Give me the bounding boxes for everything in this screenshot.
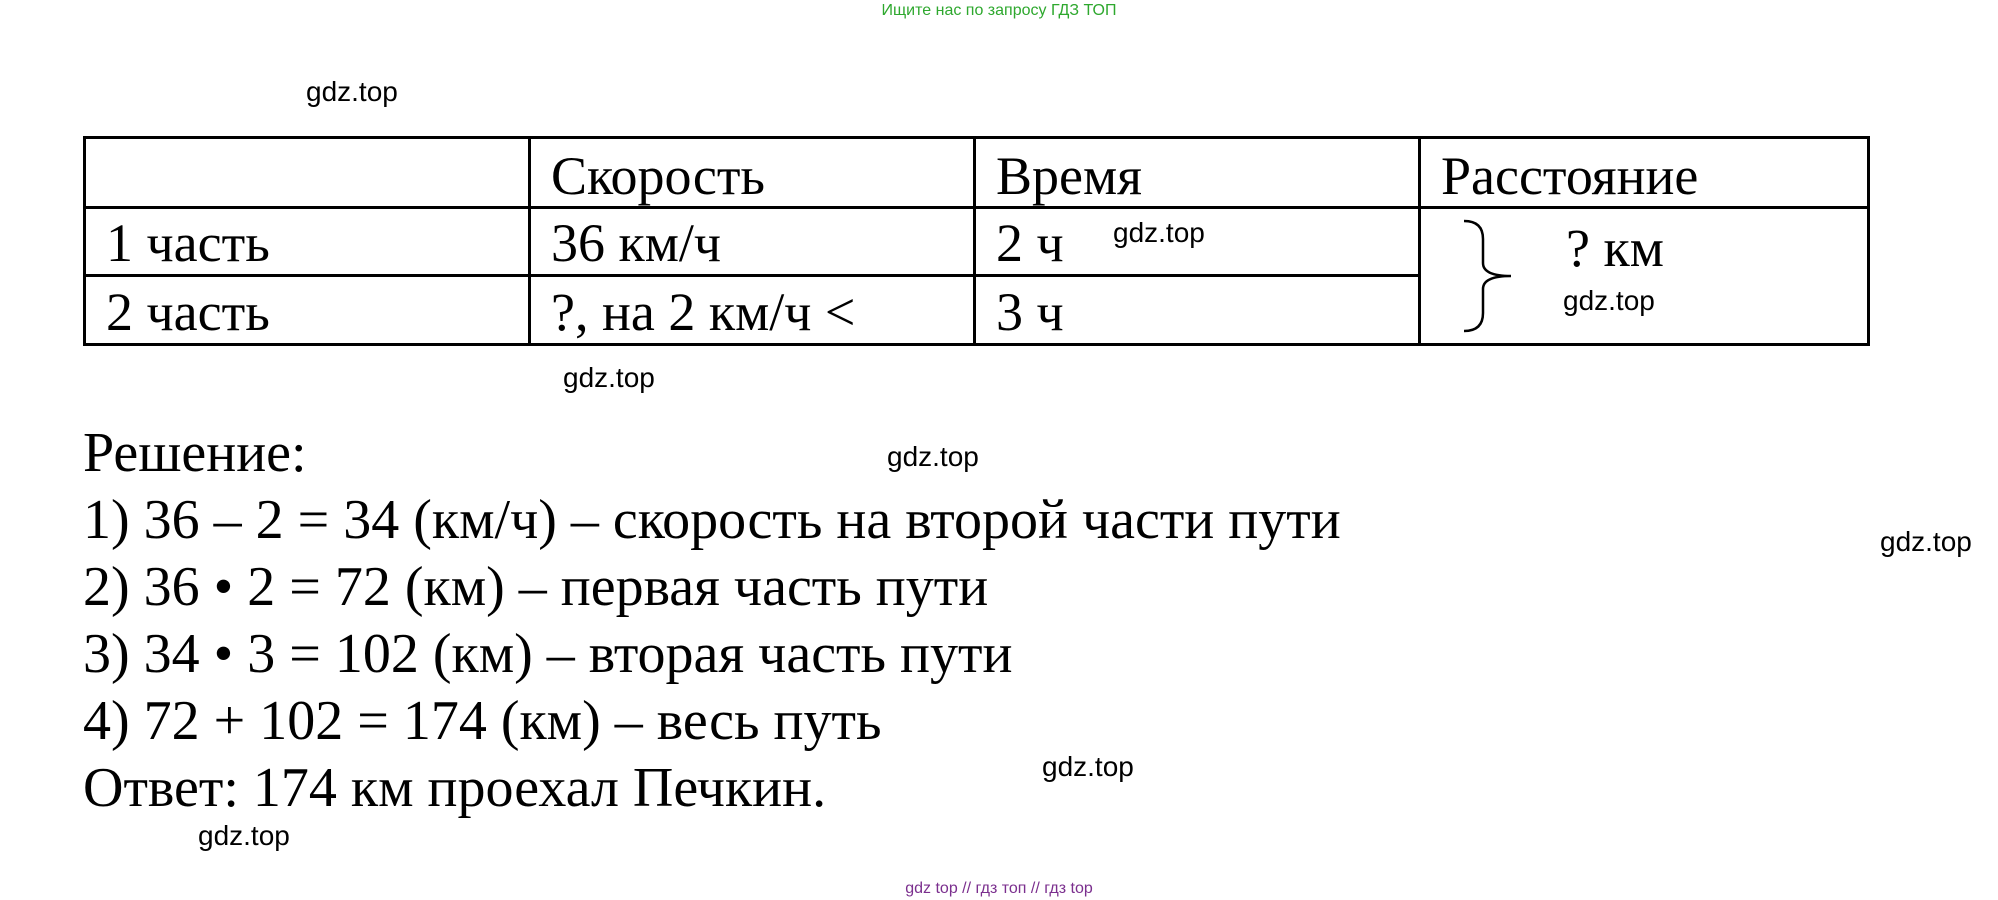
footer-separator: // [962, 880, 972, 897]
row-label: 1 часть [85, 207, 530, 276]
solution-heading: Решение: [83, 422, 307, 484]
row-time: 3 ч [975, 276, 1420, 345]
row-speed: 36 км/ч [530, 207, 975, 276]
row-label: 2 часть [85, 276, 530, 345]
distance-cell [1420, 207, 1869, 344]
solution-step: 3) 34 • 3 = 102 (км) – вторая часть пути [83, 623, 1013, 685]
solution-step: 1) 36 – 2 = 34 (км/ч) – скорость на второй части пути [83, 489, 1341, 551]
header-cell-empty [85, 138, 530, 208]
table-header-row [85, 138, 1869, 208]
watermark: gdz.top [306, 76, 398, 107]
footer-link[interactable]: gdz top [905, 880, 958, 897]
footer-links [0, 880, 1998, 898]
top-banner: Ищите нас по запросу ГДЗ ТОП [881, 2, 1117, 19]
watermark: gdz.top [198, 820, 290, 851]
curly-brace [1461, 217, 1521, 335]
watermark: gdz.top [563, 362, 655, 393]
table-row [85, 207, 1869, 276]
header-distance: Расстояние [1420, 138, 1869, 208]
task-table [83, 136, 1870, 346]
row-time: 2 ч [975, 207, 1420, 276]
watermark: gdz.top [1042, 751, 1134, 782]
distance-value: ? км [1566, 217, 1664, 278]
footer-link[interactable]: гдз топ [975, 880, 1027, 897]
footer-link[interactable]: гдз top [1044, 880, 1093, 897]
watermark: gdz.top [1563, 285, 1655, 316]
answer: Ответ: 174 км проехал Печкин. [83, 757, 827, 819]
header-time: Время [975, 138, 1420, 208]
row-speed: ?, на 2 км/ч < [530, 276, 975, 345]
solution-step: 4) 72 + 102 = 174 (км) – весь путь [83, 690, 882, 752]
header-speed: Скорость [530, 138, 975, 208]
watermark: gdz.top [1113, 217, 1205, 248]
solution-step: 2) 36 • 2 = 72 (км) – первая часть пути [83, 556, 989, 618]
footer-separator: // [1030, 880, 1040, 897]
watermark: gdz.top [1880, 526, 1972, 557]
watermark: gdz.top [887, 441, 979, 472]
